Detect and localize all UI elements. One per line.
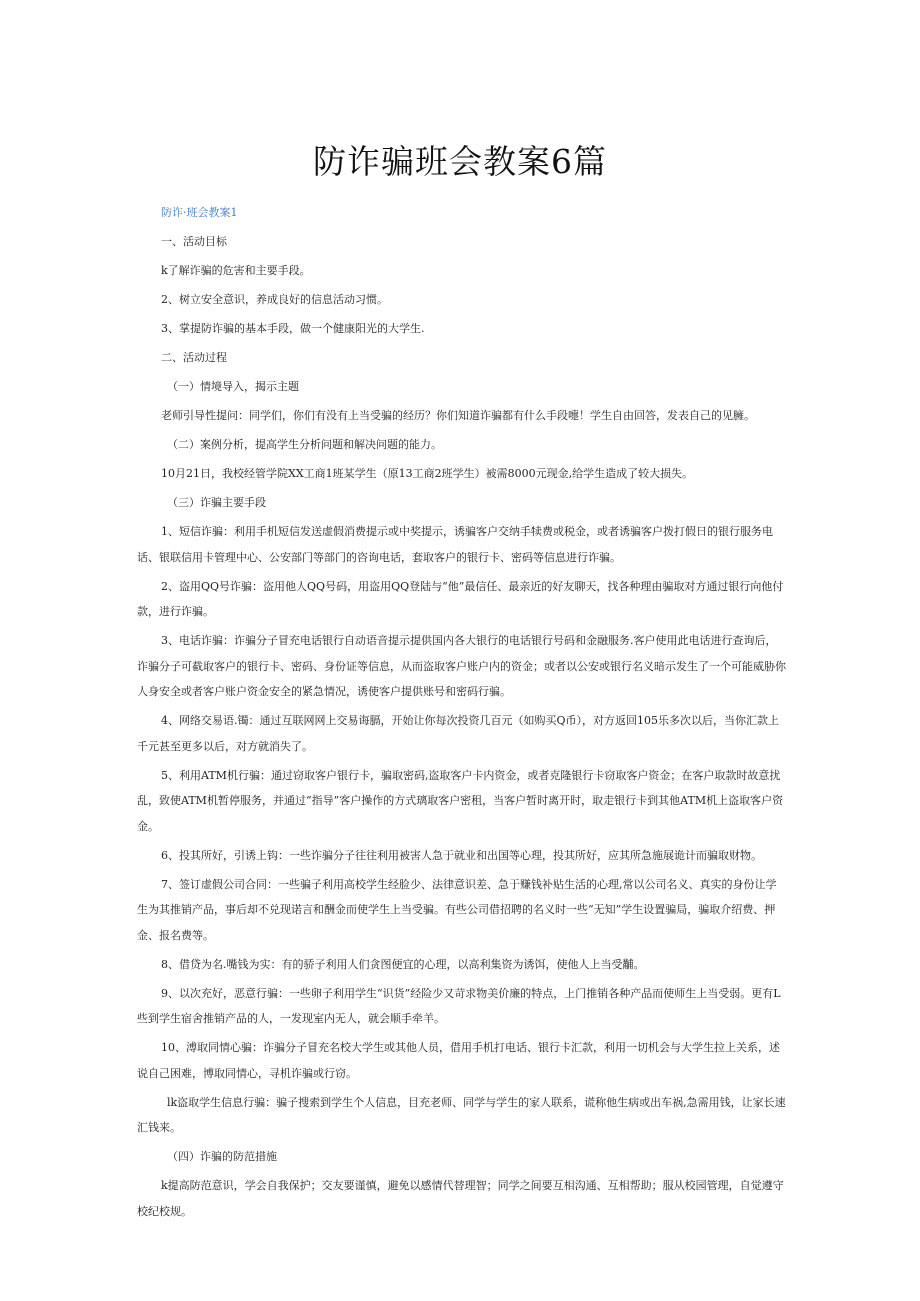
paragraph: 4、网络交易语.镯：通过互联网网上交易诲膈，开始让你每次投资几百元（如购买Q币），对方返回105乐多次以后，当你汇款上千元甚至更多以后，对方就消失了。 [137,714,780,753]
paragraph: 2、树立安全意识，养成良好的信息活动习惯。 [161,293,388,306]
document-title: 防诈骗班会教案6篇 [313,142,607,181]
document-body [137,200,787,1228]
paragraph: lk盗取学生信息行骗：骗子搜索到学生个人信息，目充老师、同学与学生的家人联系，谎称他生病或出车祸,急需用钱，让家长速汇钱来。 [137,1095,786,1134]
paragraph: （三）诈骗主要手段 [167,496,266,509]
paragraph: 一、活动目标 [161,235,227,248]
paragraph: （二）案例分析，提高学生分析问题和解决问题的能力。 [167,438,442,451]
paragraph: k提高防范意识，学会自我保护；交友要谨慎，避免以感情代替理智；同学之间要互相沟通、互相帮助；服从校园管理，自觉遵守校纪校规。 [137,1179,784,1218]
paragraph: （四）诈骗的防范措施 [167,1150,277,1163]
paragraph: 二、活动过程 [161,351,227,364]
section-link[interactable]: 防诈·班会教案1 [161,206,238,219]
paragraph: k了解诈骗的危害和主要手段。 [161,264,311,277]
paragraph: （一）情境导入，揭示主题 [167,380,299,393]
paragraph: 老师引导性提问：同学们，你们有没有上当受骗的经历？你们知道诈骗都有什么手段嚏！学生自由回答，发表自己的见臃。 [161,409,755,422]
paragraph: 3、电话诈骗：诈骗分子冒充电话银行自动语音提示提供国内各大银行的电话银行号码和金融服务.客户使用此电话进行查询后，诈骗分子可截取客户的银行卡、密码、身份证等信息，从而盗取客户账户内的资金；或者以公安或银行名义暗示发生了一个可能威胁你人身安全或者客户账户资金安全的紧急情况，诱使客户提供账号和密码行骗。 [137,634,786,698]
paragraph-list [137,229,787,1224]
paragraph: 2、盗用QQ号诈骗：盗用他人QQ号码，用盗用QQ登陆与“他”最信任、最亲近的好友聊天，找各种理由骗取对方通过银行向他付款，进行诈骗。 [137,579,784,618]
paragraph: 8、借贷为名.嘴钱为实：有的骄子利用人们贪图便宜的心理，以高利集资为诱饵，使他人上当受黼。 [161,957,645,971]
paragraph: 6、投其所好，引诱上钩：一些诈骗分子往往利用被害人急于就业和出国等心理，投其所好，应其所急施展诡计而骗取财物。 [161,848,762,862]
paragraph: 1、短信诈骗：利用手机短信发送虚假消费提示或中奖提示，诱骗客户交纳手犊费或税金，或者诱骗客户拨打假日的银行服务电话、银联信用卡管理中心、公安部门等部门的咨询电话，套取客户的银行卡、密码等信息进行诈骗。 [137,525,773,564]
paragraph: 9、以次充好，恶意行骗：一些卵子利用学生“识货”经险少又苛求物美价廉的特点，上门推销各种产品而使师生上当受弱。更有L些到学生宿舍推销产品的人，一发现室内无人，就会顺手牵羊。 [137,986,781,1025]
paragraph: 7、签订虚假公司合同：一些骗子利用高校学生经脸少、法律意识差、急于赚钱补贴生活的心理,常以公司名义、真实的身份让学生为其推销产品，事后却不兑现诺言和酬金而使学生上当受骗。有些公司借招聘的名义时一些“无知”学生设置骗局，骗取介绍费、押金、报名费等。 [137,877,777,942]
paragraph: 5、利用ATM机行骗：通过窃取客户银行卡，骗取密码,盗取客户卡内资金，或者克隆银行卡窃取客户资金；在客户取款时故意扰乱，致使ATM机暂停服务，并通过“指导”客户操作的方式璃取客户密租，当客户暂时离开时，取走银行卡到其他ATM机上盗取客户资金。 [137,768,784,833]
paragraph: 10月21日，我校经管学院XX工商1班某学生（原13工商2班学生）被需8000元现金,给学生造成了较大损失。 [161,467,694,480]
paragraph: 10、溥取同情心骗：诈骗分子冒充名校大学生或其他人员，借用手机打电话、银行卡汇款，利用一切机会与大学生拉上关系，述说自己困难，博取同情心，寻机诈骗或行窃。 [137,1041,780,1080]
paragraph: 3、掌提防诈骗的基本手段，做一个健康阳光的大学生. [161,322,425,335]
